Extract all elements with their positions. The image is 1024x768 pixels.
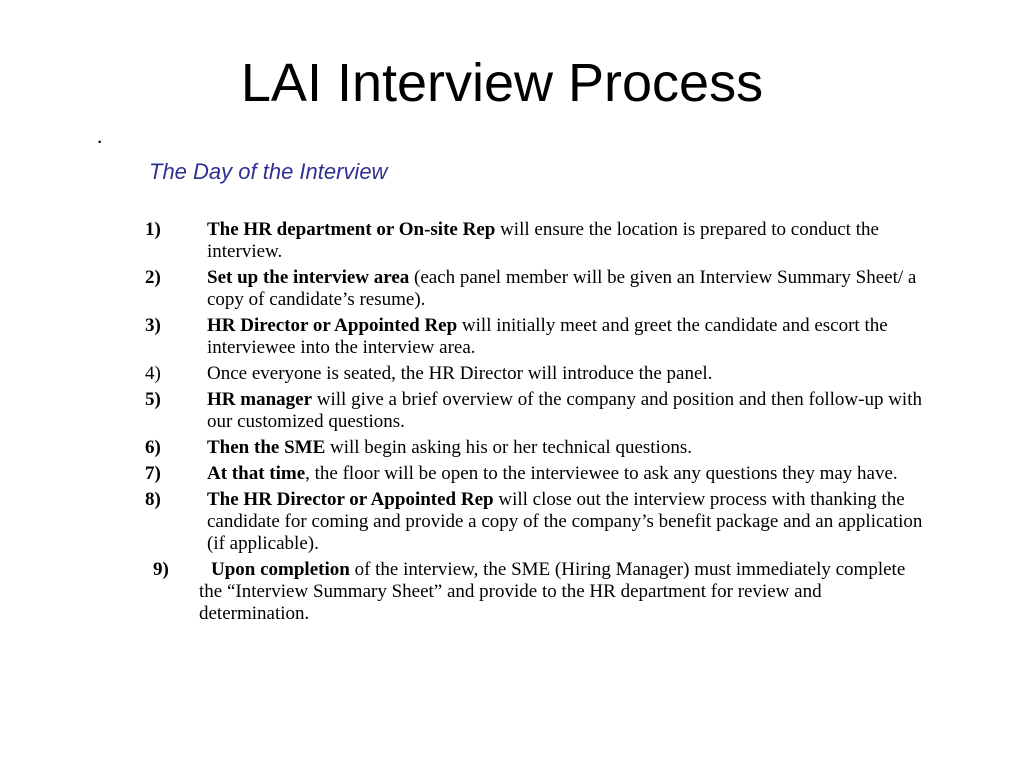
step-lead: HR Director or Appointed Rep [207, 315, 458, 336]
step-lead: The HR Director or Appointed Rep [207, 489, 494, 510]
step-text: (each panel member will be given an Interview Summary Sheet/ a copy of candidate’s resume). [207, 267, 917, 310]
step-text: will initially meet and greet the candidate and escort the interviewee into the interview area. [207, 315, 888, 358]
step-lead: The HR department or On-site Rep [207, 219, 496, 240]
step-item [145, 389, 925, 433]
step-text: Once everyone is seated, the HR Director will introduce the panel. [207, 363, 713, 384]
step-item [145, 315, 925, 359]
steps-list [145, 219, 925, 629]
step-item [145, 219, 925, 263]
slide-subtitle: The Day of the Interview [149, 159, 388, 184]
step-number: 5) [145, 389, 161, 410]
bullet-dot: · [96, 128, 104, 153]
step-text: will begin asking his or her technical questions. [325, 437, 692, 458]
step-text: of the interview, the SME (Hiring Manager) must immediately complete the “Interview Summary Sheet” and provide to the HR department for review and determination. [199, 559, 906, 624]
step-lead: Then the SME [207, 437, 326, 458]
step-last-wrap [145, 559, 925, 625]
step-item [145, 267, 925, 311]
step-number: 9) [153, 559, 169, 580]
step-text: , the floor will be open to the interviewee to ask any questions they may have. [305, 463, 898, 484]
step-item [145, 489, 925, 555]
slide-title: LAI Interview Process [240, 53, 764, 113]
step-item [145, 363, 925, 385]
step-lead: At that time [207, 463, 306, 484]
step-lead: HR manager [207, 389, 313, 410]
step-item [145, 463, 925, 485]
step-number: 8) [145, 489, 161, 510]
step-item [145, 559, 925, 625]
step-number: 2) [145, 267, 161, 288]
step-number: 3) [145, 315, 161, 336]
step-lead: Upon completion [211, 559, 350, 580]
step-number: 6) [145, 437, 161, 458]
step-text: will close out the interview process with thanking the candidate for coming and provide a copy of the company’s benefit package and an application (if applicable). [207, 489, 923, 554]
step-number: 7) [145, 463, 161, 484]
step-text: will give a brief overview of the company and position and then follow-up with our customized questions. [207, 389, 922, 432]
step-number: 1) [145, 219, 161, 240]
step-text: will ensure the location is prepared to conduct the interview. [207, 219, 879, 262]
step-item [145, 437, 925, 459]
step-lead: Set up the interview area [207, 267, 410, 288]
step-number: 4) [145, 363, 161, 384]
